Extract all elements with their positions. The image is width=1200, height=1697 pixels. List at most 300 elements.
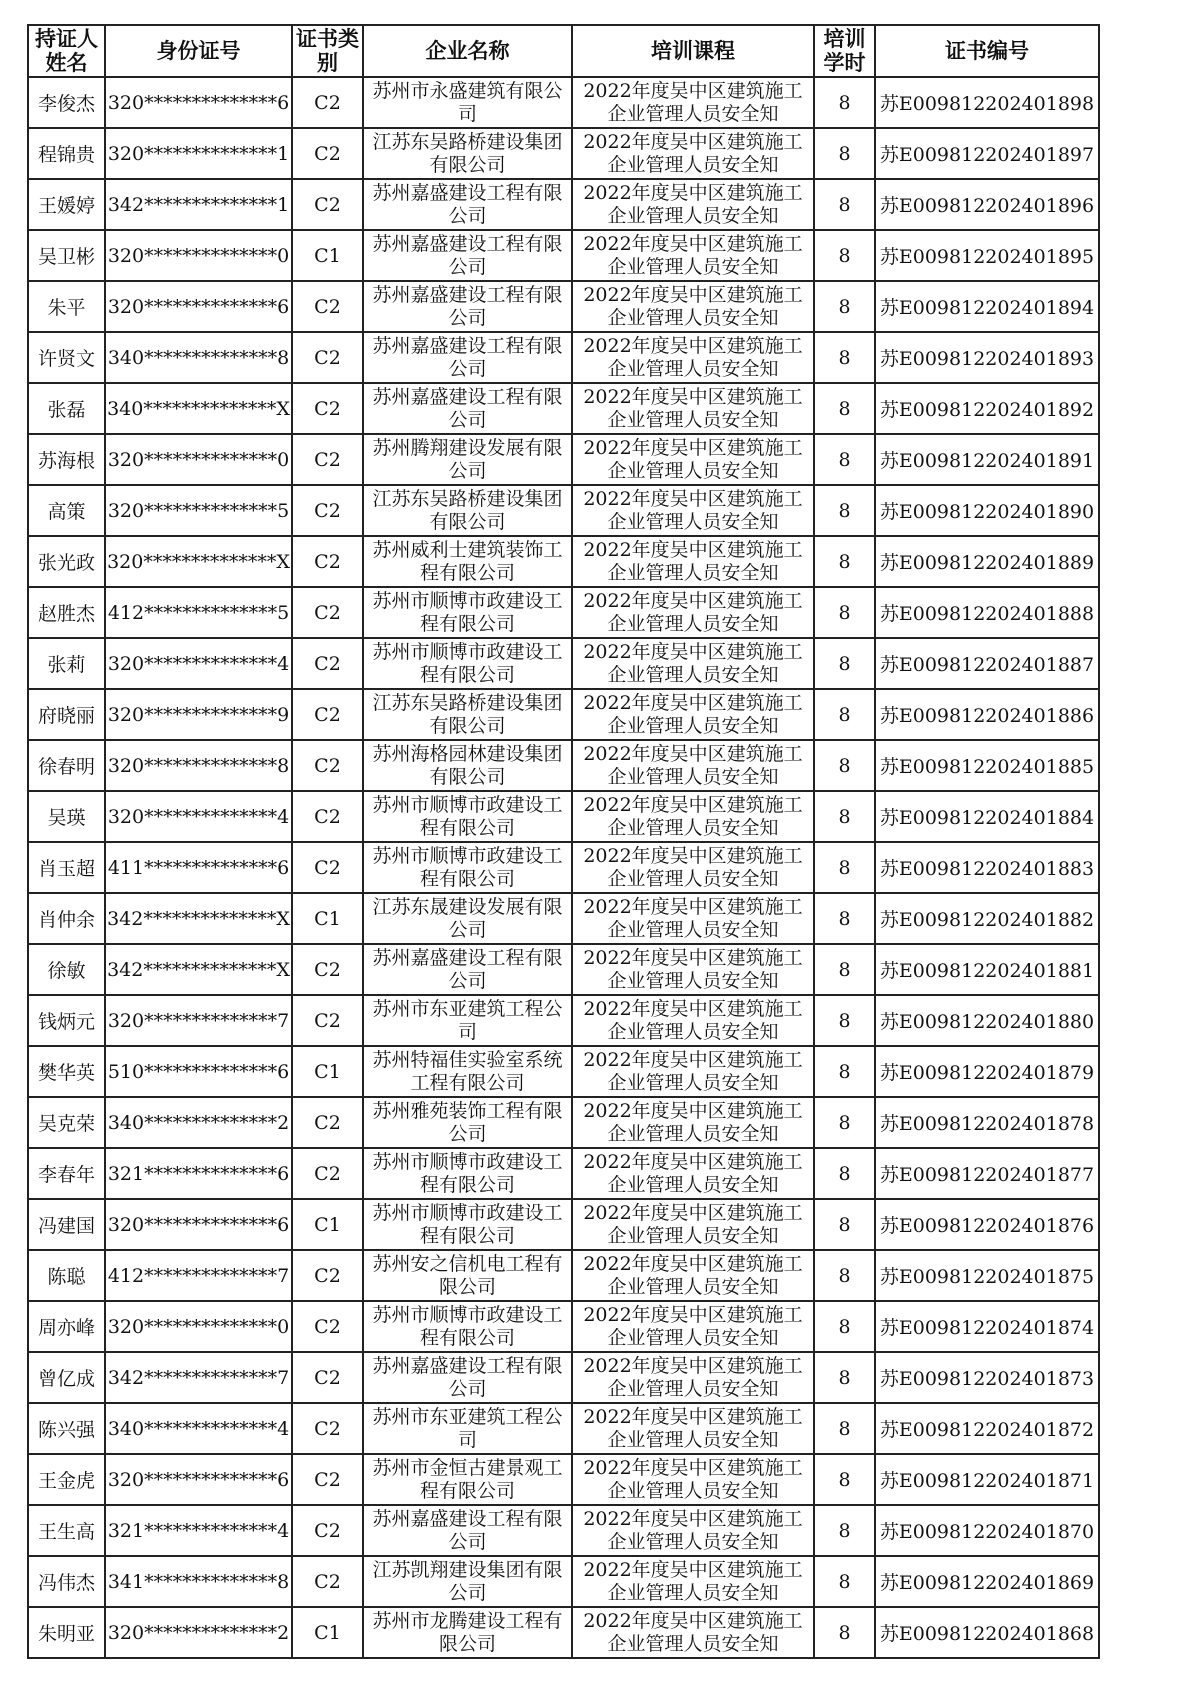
cert-number-cell: 苏E009812202401880: [875, 995, 1099, 1046]
id-number-cell: 320**************6: [105, 281, 292, 332]
table-row: [28, 1301, 1099, 1352]
id-number-cell: 320**************5: [105, 485, 292, 536]
table-row: [28, 587, 1099, 638]
table-row: [28, 536, 1099, 587]
cert-category-cell: C2: [292, 791, 363, 842]
training-hours-cell: 8: [814, 689, 875, 740]
cert-category-cell: C1: [292, 1199, 363, 1250]
company-name-cell-text: 苏州嘉盛建设工程有限公司: [372, 1508, 563, 1553]
company-name-cell: [363, 128, 572, 179]
training-course-cell-text: 2022年度吴中区建筑施工企业管理人员安全知: [583, 1253, 803, 1298]
id-number-cell: 342**************X: [105, 944, 292, 995]
training-course-cell: [572, 1199, 814, 1250]
holder-name-cell: 樊华英: [28, 1046, 105, 1097]
training-hours-cell: 8: [814, 230, 875, 281]
company-name-cell-text: 苏州市龙腾建设工程有限公司: [372, 1610, 563, 1655]
training-course-cell: [572, 638, 814, 689]
company-name-cell: [363, 1046, 572, 1097]
holder-name-cell: 高策: [28, 485, 105, 536]
company-name-cell: [363, 1556, 572, 1607]
header-holder-name: 持证人姓名: [28, 25, 105, 77]
id-number-cell: 340**************4: [105, 1403, 292, 1454]
cert-category-cell: C2: [292, 944, 363, 995]
training-course-cell-text: 2022年度吴中区建筑施工企业管理人员安全知: [583, 1559, 803, 1604]
training-hours-cell: 8: [814, 1352, 875, 1403]
company-name-cell-text: 苏州市顺博市政建设工程有限公司: [372, 845, 563, 890]
company-name-cell-text: 苏州腾翔建设发展有限公司: [372, 437, 563, 482]
table-row: [28, 179, 1099, 230]
cert-category-cell: C2: [292, 1403, 363, 1454]
table-row: [28, 485, 1099, 536]
training-course-cell-text: 2022年度吴中区建筑施工企业管理人员安全知: [583, 947, 803, 992]
cert-category-cell: C1: [292, 893, 363, 944]
cert-number-cell: 苏E009812202401874: [875, 1301, 1099, 1352]
cert-number-cell: 苏E009812202401888: [875, 587, 1099, 638]
training-course-cell: [572, 281, 814, 332]
holder-name-cell: 钱炳元: [28, 995, 105, 1046]
id-number-cell: 320**************0: [105, 434, 292, 485]
training-hours-cell: 8: [814, 128, 875, 179]
id-number-cell: 321**************4: [105, 1505, 292, 1556]
header-row: [28, 25, 1099, 77]
cert-number-cell: 苏E009812202401892: [875, 383, 1099, 434]
training-course-cell-text: 2022年度吴中区建筑施工企业管理人员安全知: [583, 794, 803, 839]
company-name-cell-text: 苏州雅苑装饰工程有限公司: [372, 1100, 563, 1145]
training-hours-cell: 8: [814, 893, 875, 944]
holder-name-cell: 徐敏: [28, 944, 105, 995]
training-course-cell: [572, 434, 814, 485]
table-row: [28, 1097, 1099, 1148]
training-course-cell-text: 2022年度吴中区建筑施工企业管理人员安全知: [583, 80, 803, 125]
training-course-cell-text: 2022年度吴中区建筑施工企业管理人员安全知: [583, 233, 803, 278]
table-row: [28, 791, 1099, 842]
cert-number-cell: 苏E009812202401868: [875, 1607, 1099, 1658]
id-number-cell: 320**************6: [105, 77, 292, 128]
company-name-cell-text: 苏州市东亚建筑工程公司: [372, 998, 563, 1043]
training-hours-cell: 8: [814, 1199, 875, 1250]
cert-number-cell: 苏E009812202401890: [875, 485, 1099, 536]
company-name-cell: [363, 536, 572, 587]
company-name-cell: [363, 1607, 572, 1658]
table-row: [28, 128, 1099, 179]
training-course-cell-text: 2022年度吴中区建筑施工企业管理人员安全知: [583, 335, 803, 380]
training-course-cell: [572, 1556, 814, 1607]
holder-name-cell: 程锦贵: [28, 128, 105, 179]
cert-category-cell: C2: [292, 1352, 363, 1403]
company-name-cell: [363, 1505, 572, 1556]
training-course-cell-text: 2022年度吴中区建筑施工企业管理人员安全知: [583, 1406, 803, 1451]
table-row: [28, 944, 1099, 995]
cert-category-cell: C2: [292, 1097, 363, 1148]
training-hours-cell: 8: [814, 1097, 875, 1148]
training-course-cell-text: 2022年度吴中区建筑施工企业管理人员安全知: [583, 692, 803, 737]
cert-number-cell: 苏E009812202401895: [875, 230, 1099, 281]
company-name-cell-text: 江苏东吴路桥建设集团有限公司: [372, 692, 563, 737]
company-name-cell-text: 苏州嘉盛建设工程有限公司: [372, 182, 563, 227]
company-name-cell-text: 苏州市顺博市政建设工程有限公司: [372, 1151, 563, 1196]
training-course-cell-text: 2022年度吴中区建筑施工企业管理人员安全知: [583, 182, 803, 227]
training-course-cell-text: 2022年度吴中区建筑施工企业管理人员安全知: [583, 386, 803, 431]
holder-name-cell: 吴克荣: [28, 1097, 105, 1148]
training-course-cell: [572, 1454, 814, 1505]
table-row: [28, 740, 1099, 791]
id-number-cell: 321**************6: [105, 1148, 292, 1199]
cert-category-cell: C2: [292, 179, 363, 230]
cert-number-cell: 苏E009812202401884: [875, 791, 1099, 842]
training-hours-cell: 8: [814, 536, 875, 587]
company-name-cell-text: 苏州市东亚建筑工程公司: [372, 1406, 563, 1451]
cert-number-cell: 苏E009812202401885: [875, 740, 1099, 791]
company-name-cell: [363, 791, 572, 842]
training-course-cell: [572, 587, 814, 638]
cert-category-cell: C2: [292, 638, 363, 689]
id-number-cell: 340**************8: [105, 332, 292, 383]
id-number-cell: 340**************X: [105, 383, 292, 434]
training-course-cell: [572, 893, 814, 944]
cert-category-cell: C1: [292, 1046, 363, 1097]
holder-name-cell: 王媛婷: [28, 179, 105, 230]
cert-category-cell: C1: [292, 1607, 363, 1658]
training-course-cell: [572, 1403, 814, 1454]
training-course-cell: [572, 1352, 814, 1403]
training-hours-cell: 8: [814, 1046, 875, 1097]
training-hours-cell: 8: [814, 1505, 875, 1556]
cert-number-cell: 苏E009812202401879: [875, 1046, 1099, 1097]
cert-category-cell: C2: [292, 383, 363, 434]
training-course-cell: [572, 1250, 814, 1301]
cert-number-cell: 苏E009812202401891: [875, 434, 1099, 485]
cert-category-cell: C2: [292, 281, 363, 332]
cert-number-cell: 苏E009812202401889: [875, 536, 1099, 587]
cert-number-cell: 苏E009812202401898: [875, 77, 1099, 128]
training-course-cell-text: 2022年度吴中区建筑施工企业管理人员安全知: [583, 896, 803, 941]
training-course-cell: [572, 128, 814, 179]
table-row: [28, 1454, 1099, 1505]
header-company-name: 企业名称: [363, 25, 572, 77]
training-course-cell: [572, 230, 814, 281]
training-hours-cell: 8: [814, 944, 875, 995]
cert-number-cell: 苏E009812202401882: [875, 893, 1099, 944]
company-name-cell: [363, 995, 572, 1046]
cert-category-cell: C2: [292, 485, 363, 536]
cert-number-cell: 苏E009812202401878: [875, 1097, 1099, 1148]
company-name-cell-text: 苏州安之信机电工程有限公司: [372, 1253, 563, 1298]
company-name-cell: [363, 77, 572, 128]
training-hours-cell: 8: [814, 281, 875, 332]
training-course-cell-text: 2022年度吴中区建筑施工企业管理人员安全知: [583, 641, 803, 686]
training-hours-cell: 8: [814, 77, 875, 128]
training-hours-cell: 8: [814, 1607, 875, 1658]
training-hours-cell: 8: [814, 995, 875, 1046]
training-course-cell-text: 2022年度吴中区建筑施工企业管理人员安全知: [583, 1049, 803, 1094]
cert-number-cell: 苏E009812202401872: [875, 1403, 1099, 1454]
cert-category-cell: C2: [292, 1148, 363, 1199]
company-name-cell: [363, 842, 572, 893]
company-name-cell-text: 苏州特福佳实验室系统工程有限公司: [372, 1049, 563, 1094]
company-name-cell: [363, 944, 572, 995]
id-number-cell: 412**************7: [105, 1250, 292, 1301]
training-course-cell: [572, 1148, 814, 1199]
training-course-cell: [572, 842, 814, 893]
training-course-cell: [572, 1505, 814, 1556]
table-row: [28, 995, 1099, 1046]
training-course-cell-text: 2022年度吴中区建筑施工企业管理人员安全知: [583, 590, 803, 635]
table-row: [28, 434, 1099, 485]
holder-name-cell: 李春年: [28, 1148, 105, 1199]
company-name-cell: [363, 1454, 572, 1505]
company-name-cell: [363, 1097, 572, 1148]
training-hours-cell: 8: [814, 1301, 875, 1352]
table-row: [28, 77, 1099, 128]
training-hours-cell: 8: [814, 1250, 875, 1301]
training-course-cell-text: 2022年度吴中区建筑施工企业管理人员安全知: [583, 1508, 803, 1553]
company-name-cell-text: 江苏东吴路桥建设集团有限公司: [372, 131, 563, 176]
company-name-cell-text: 苏州嘉盛建设工程有限公司: [372, 233, 563, 278]
training-course-cell-text: 2022年度吴中区建筑施工企业管理人员安全知: [583, 1304, 803, 1349]
table-row: [28, 1505, 1099, 1556]
training-course-cell-text: 2022年度吴中区建筑施工企业管理人员安全知: [583, 1355, 803, 1400]
table-row: [28, 1403, 1099, 1454]
certificate-table: [27, 24, 1100, 1659]
holder-name-cell: 张光政: [28, 536, 105, 587]
id-number-cell: 340**************2: [105, 1097, 292, 1148]
id-number-cell: 342**************X: [105, 893, 292, 944]
training-course-cell: [572, 485, 814, 536]
holder-name-cell: 吴卫彬: [28, 230, 105, 281]
holder-name-cell: 赵胜杰: [28, 587, 105, 638]
header-training-course: 培训课程: [572, 25, 814, 77]
id-number-cell: 320**************9: [105, 689, 292, 740]
holder-name-cell: 王金虎: [28, 1454, 105, 1505]
training-course-cell: [572, 179, 814, 230]
company-name-cell: [363, 587, 572, 638]
cert-category-cell: C2: [292, 689, 363, 740]
company-name-cell: [363, 638, 572, 689]
cert-number-cell: 苏E009812202401873: [875, 1352, 1099, 1403]
id-number-cell: 320**************0: [105, 230, 292, 281]
cert-category-cell: C2: [292, 842, 363, 893]
cert-category-cell: C2: [292, 536, 363, 587]
table-row: [28, 1352, 1099, 1403]
training-hours-cell: 8: [814, 1556, 875, 1607]
training-hours-cell: 8: [814, 434, 875, 485]
id-number-cell: 341**************8: [105, 1556, 292, 1607]
training-course-cell-text: 2022年度吴中区建筑施工企业管理人员安全知: [583, 1151, 803, 1196]
holder-name-cell: 朱平: [28, 281, 105, 332]
company-name-cell: [363, 689, 572, 740]
table-row: [28, 281, 1099, 332]
company-name-cell-text: 苏州市顺博市政建设工程有限公司: [372, 794, 563, 839]
id-number-cell: 412**************5: [105, 587, 292, 638]
cert-category-cell: C2: [292, 128, 363, 179]
holder-name-cell: 冯建国: [28, 1199, 105, 1250]
cert-category-cell: C2: [292, 434, 363, 485]
training-course-cell: [572, 791, 814, 842]
cert-number-cell: 苏E009812202401876: [875, 1199, 1099, 1250]
training-hours-cell: 8: [814, 1454, 875, 1505]
cert-number-cell: 苏E009812202401886: [875, 689, 1099, 740]
id-number-cell: 320**************4: [105, 791, 292, 842]
holder-name-cell: 许贤文: [28, 332, 105, 383]
table-row: [28, 689, 1099, 740]
cert-number-cell: 苏E009812202401897: [875, 128, 1099, 179]
holder-name-cell: 冯伟杰: [28, 1556, 105, 1607]
cert-category-cell: C2: [292, 1250, 363, 1301]
cert-number-cell: 苏E009812202401896: [875, 179, 1099, 230]
training-hours-cell: 8: [814, 791, 875, 842]
company-name-cell-text: 苏州嘉盛建设工程有限公司: [372, 284, 563, 329]
company-name-cell: [363, 383, 572, 434]
id-number-cell: 320**************X: [105, 536, 292, 587]
table-row: [28, 1046, 1099, 1097]
holder-name-cell: 肖仲余: [28, 893, 105, 944]
table-row: [28, 332, 1099, 383]
training-hours-cell: 8: [814, 1403, 875, 1454]
cert-number-cell: 苏E009812202401877: [875, 1148, 1099, 1199]
company-name-cell-text: 苏州市永盛建筑有限公司: [372, 80, 563, 125]
training-course-cell-text: 2022年度吴中区建筑施工企业管理人员安全知: [583, 1100, 803, 1145]
company-name-cell: [363, 179, 572, 230]
holder-name-cell: 徐春明: [28, 740, 105, 791]
table-row: [28, 230, 1099, 281]
holder-name-cell: 吴瑛: [28, 791, 105, 842]
training-course-cell-text: 2022年度吴中区建筑施工企业管理人员安全知: [583, 284, 803, 329]
company-name-cell: [363, 281, 572, 332]
training-course-cell-text: 2022年度吴中区建筑施工企业管理人员安全知: [583, 1610, 803, 1655]
company-name-cell-text: 苏州嘉盛建设工程有限公司: [372, 1355, 563, 1400]
cert-category-cell: C1: [292, 230, 363, 281]
cert-number-cell: 苏E009812202401871: [875, 1454, 1099, 1505]
training-course-cell-text: 2022年度吴中区建筑施工企业管理人员安全知: [583, 998, 803, 1043]
company-name-cell-text: 苏州市顺博市政建设工程有限公司: [372, 1304, 563, 1349]
id-number-cell: 510**************6: [105, 1046, 292, 1097]
training-hours-cell: 8: [814, 1148, 875, 1199]
id-number-cell: 320**************6: [105, 1199, 292, 1250]
table-row: [28, 383, 1099, 434]
cert-category-cell: C2: [292, 587, 363, 638]
training-course-cell: [572, 740, 814, 791]
header-training-hours: 培训学时: [814, 25, 875, 77]
company-name-cell: [363, 1403, 572, 1454]
header-id-number: 身份证号: [105, 25, 292, 77]
cert-number-cell: 苏E009812202401881: [875, 944, 1099, 995]
company-name-cell-text: 苏州市顺博市政建设工程有限公司: [372, 641, 563, 686]
cert-category-cell: C2: [292, 995, 363, 1046]
training-course-cell: [572, 1607, 814, 1658]
holder-name-cell: 张莉: [28, 638, 105, 689]
id-number-cell: 320**************1: [105, 128, 292, 179]
cert-number-cell: 苏E009812202401870: [875, 1505, 1099, 1556]
holder-name-cell: 陈兴强: [28, 1403, 105, 1454]
holder-name-cell: 陈聪: [28, 1250, 105, 1301]
company-name-cell-text: 江苏东吴路桥建设集团有限公司: [372, 488, 563, 533]
training-course-cell: [572, 383, 814, 434]
training-course-cell-text: 2022年度吴中区建筑施工企业管理人员安全知: [583, 488, 803, 533]
table-row: [28, 1607, 1099, 1658]
table-row: [28, 842, 1099, 893]
table-row: [28, 1148, 1099, 1199]
company-name-cell-text: 苏州嘉盛建设工程有限公司: [372, 335, 563, 380]
company-name-cell: [363, 332, 572, 383]
company-name-cell: [363, 1148, 572, 1199]
company-name-cell-text: 苏州威利士建筑装饰工程有限公司: [372, 539, 563, 584]
id-number-cell: 320**************7: [105, 995, 292, 1046]
training-hours-cell: 8: [814, 587, 875, 638]
training-course-cell: [572, 332, 814, 383]
header-cert-category: 证书类别: [292, 25, 363, 77]
id-number-cell: 320**************4: [105, 638, 292, 689]
holder-name-cell: 曾亿成: [28, 1352, 105, 1403]
training-course-cell: [572, 1046, 814, 1097]
cert-number-cell: 苏E009812202401869: [875, 1556, 1099, 1607]
cert-number-cell: 苏E009812202401887: [875, 638, 1099, 689]
company-name-cell: [363, 485, 572, 536]
cert-number-cell: 苏E009812202401875: [875, 1250, 1099, 1301]
cert-category-cell: C2: [292, 77, 363, 128]
cert-category-cell: C2: [292, 332, 363, 383]
company-name-cell-text: 江苏东晟建设发展有限公司: [372, 896, 563, 941]
company-name-cell-text: 苏州市顺博市政建设工程有限公司: [372, 1202, 563, 1247]
training-hours-cell: 8: [814, 485, 875, 536]
training-course-cell: [572, 995, 814, 1046]
holder-name-cell: 李俊杰: [28, 77, 105, 128]
holder-name-cell: 周亦峰: [28, 1301, 105, 1352]
company-name-cell: [363, 893, 572, 944]
company-name-cell: [363, 740, 572, 791]
id-number-cell: 320**************6: [105, 1454, 292, 1505]
company-name-cell: [363, 1250, 572, 1301]
holder-name-cell: 肖玉超: [28, 842, 105, 893]
training-hours-cell: 8: [814, 383, 875, 434]
table-row: [28, 1199, 1099, 1250]
table-header: [28, 25, 1099, 77]
cert-category-cell: C2: [292, 1505, 363, 1556]
company-name-cell-text: 苏州市金恒古建景观工程有限公司: [372, 1457, 563, 1502]
training-hours-cell: 8: [814, 842, 875, 893]
id-number-cell: 411**************6: [105, 842, 292, 893]
company-name-cell: [363, 1199, 572, 1250]
company-name-cell-text: 苏州嘉盛建设工程有限公司: [372, 386, 563, 431]
id-number-cell: 342**************1: [105, 179, 292, 230]
id-number-cell: 320**************2: [105, 1607, 292, 1658]
training-course-cell-text: 2022年度吴中区建筑施工企业管理人员安全知: [583, 1457, 803, 1502]
holder-name-cell: 苏海根: [28, 434, 105, 485]
training-hours-cell: 8: [814, 740, 875, 791]
training-hours-cell: 8: [814, 638, 875, 689]
company-name-cell: [363, 1301, 572, 1352]
training-course-cell-text: 2022年度吴中区建筑施工企业管理人员安全知: [583, 743, 803, 788]
training-course-cell: [572, 689, 814, 740]
training-course-cell: [572, 944, 814, 995]
cert-category-cell: C2: [292, 740, 363, 791]
header-cert-number: 证书编号: [875, 25, 1099, 77]
table-row: [28, 893, 1099, 944]
company-name-cell-text: 苏州海格园林建设集团有限公司: [372, 743, 563, 788]
table-row: [28, 1250, 1099, 1301]
holder-name-cell: 王生高: [28, 1505, 105, 1556]
table-row: [28, 638, 1099, 689]
training-course-cell-text: 2022年度吴中区建筑施工企业管理人员安全知: [583, 1202, 803, 1247]
cert-number-cell: 苏E009812202401893: [875, 332, 1099, 383]
training-course-cell-text: 2022年度吴中区建筑施工企业管理人员安全知: [583, 131, 803, 176]
training-course-cell: [572, 1097, 814, 1148]
training-course-cell-text: 2022年度吴中区建筑施工企业管理人员安全知: [583, 437, 803, 482]
id-number-cell: 320**************0: [105, 1301, 292, 1352]
cert-category-cell: C2: [292, 1301, 363, 1352]
company-name-cell: [363, 434, 572, 485]
training-course-cell: [572, 77, 814, 128]
holder-name-cell: 张磊: [28, 383, 105, 434]
